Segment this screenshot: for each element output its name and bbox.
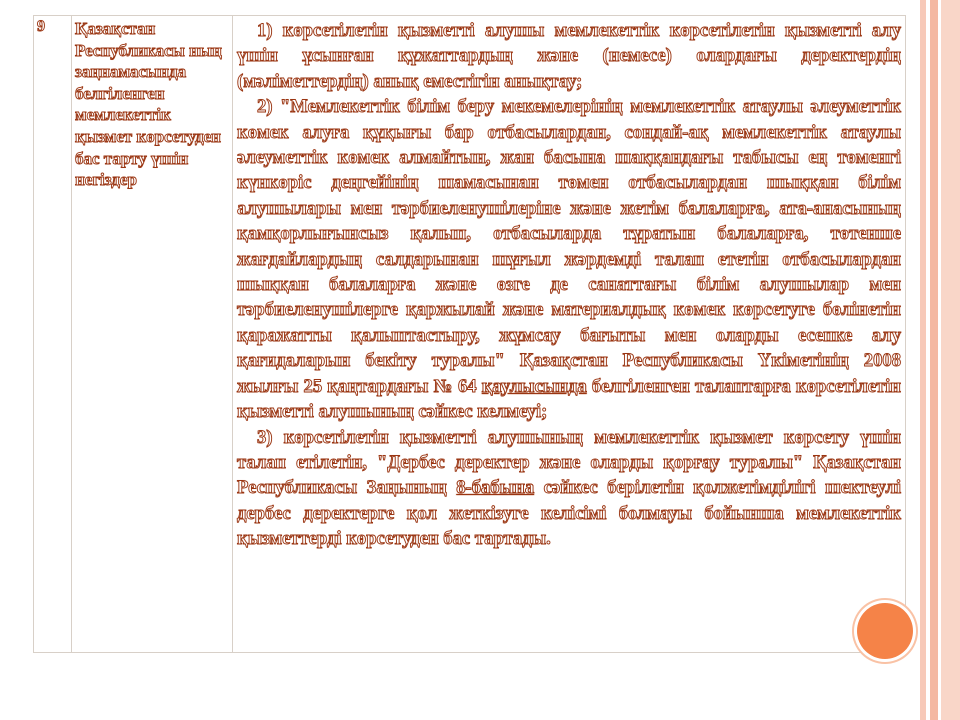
paragraph-3-tail: сәйкес берілетін қолжетімділігі шектеулі дербес деректерге қол жеткізуге келісімі болмауы бойынша мемлекеттік қызметтерді көрсетуден бас тартады. bbox=[237, 477, 901, 550]
paragraph-2-tail: белгіленген талаптарға көрсетілетін қызметті алушының сәйкес келмеуі; bbox=[237, 375, 901, 423]
paragraph-3-text: 3) көрсетілетін қызметті алушының мемлекеттік қызмет көрсету үшін талап етілетін, "Дербес деректер және оларды қорғау туралы" Қазақстан Республикасы Заңының bbox=[237, 426, 901, 499]
row-number: 9 bbox=[34, 16, 72, 653]
row-title: Қазақстан Республикасы ның заңнамасында белгіленген мемлекеттік қызмет көрсетуден бас тарту үшін негіздер bbox=[72, 16, 233, 653]
paragraph-3 bbox=[237, 425, 901, 552]
article-link[interactable]: 8-бабына bbox=[456, 477, 535, 499]
decorative-stripes bbox=[920, 0, 960, 720]
paragraph-2-text: 2) "Мемлекеттік білім беру мекемелерінің мемлекеттік атаулы әлеуметтік көмек алуға құқығы бар отбасылардан, сондай-ақ мемлекеттік атаулы әлеуметтік көмек алмайтын, жан басына шаққандағы табысы ең төменгі күнкөріс деңгейінің шамасынан төмен отбасылардан шыққан білім алушылары мен тәрбиеленушілеріне және жетім балаларға, ата-анасының қамқорлығынсыз қалып, отбасыларда тұратын балаларға, төтенше жағдайлардың салдарынан шұғыл жәрдемді талап ететін отбасылардан шыққан балаларға және өзге де санаттағы білім алушылар мен тәрбиеленушілерге қаржылай және материалдық көмек көрсетуге бөлінетін қаражатты қалыптастыру, жұмсау бағыты мен оларды есепке алу қағидаларын бекіту туралы" Қазақстан Республикасы Үкіметінің 2008 жылғы 25 қаңтардағы № 64 bbox=[237, 96, 901, 397]
content-table bbox=[33, 15, 906, 653]
decorative-circle bbox=[857, 603, 913, 659]
row-body bbox=[233, 16, 906, 653]
stripe bbox=[941, 0, 960, 720]
paragraph-2 bbox=[237, 94, 901, 424]
table-row bbox=[34, 16, 906, 653]
stripe bbox=[930, 0, 938, 720]
paragraph-1: 1) көрсетілетін қызметті алушы мемлекеттік көрсетілетін қызметті алу үшін ұсынған құжаттардың және (немесе) олардағы деректердің (мәліметтердің) анық еместігін анықтау; bbox=[237, 20, 901, 92]
decree-link[interactable]: қаулысында bbox=[481, 375, 587, 397]
